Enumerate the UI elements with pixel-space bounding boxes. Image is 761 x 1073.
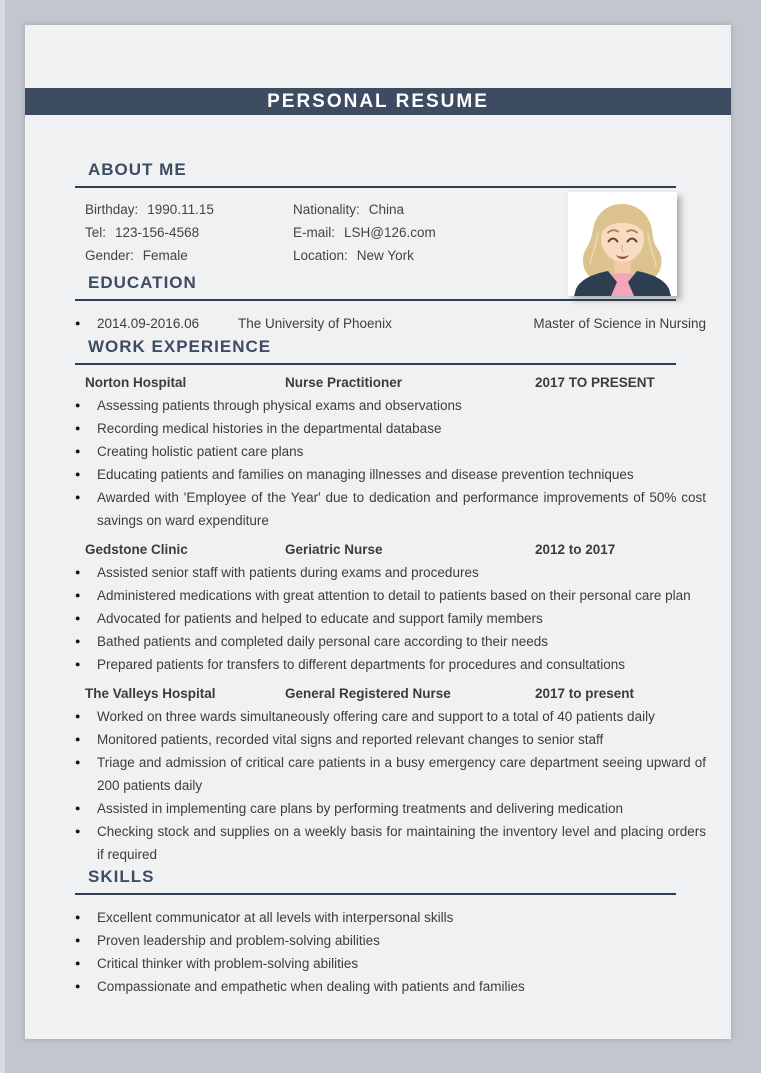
field-birthday (85, 198, 293, 221)
skill-item: ● Excellent communicator at all levels with interpersonal skills (75, 906, 706, 929)
job-bullet: ● Prepared patients for transfers to different departments for procedures and consultations (75, 653, 706, 676)
job-bullet: ● Triage and admission of critical care patients in a busy emergency care department seeing upward of 200 patients daily (75, 751, 706, 797)
field-label: Nationality: (293, 202, 360, 217)
field-value: Female (142, 248, 188, 263)
field-tel (85, 221, 293, 244)
work-heading: WORK EXPERIENCE (88, 337, 272, 356)
education-heading: EDUCATION (88, 273, 197, 292)
job-header (85, 371, 706, 394)
field-label: Gender: (85, 248, 134, 263)
job-bullet: ● Worked on three wards simultaneously offering care and support to a total of 40 patients daily (75, 705, 706, 728)
job-bullet-list (75, 705, 706, 866)
job-gedstone-clinic (75, 538, 706, 676)
job-bullet: ● Checking stock and supplies on a weekly basis for maintaining the inventory level and placing orders if required (75, 820, 706, 866)
field-gender (85, 244, 293, 267)
job-period: 2012 to 2017 (535, 542, 616, 557)
job-bullet: ● Assisted in implementing care plans by performing treatments and delivering medication (75, 797, 706, 820)
field-label: Location: (293, 248, 348, 263)
section-divider (75, 363, 676, 365)
section-work-experience (75, 336, 706, 866)
job-norton-hospital (75, 371, 706, 532)
section-skills (75, 866, 706, 998)
resume-title-bar (25, 88, 731, 115)
section-divider (75, 893, 676, 895)
section-divider (75, 299, 676, 301)
field-location (293, 244, 505, 267)
job-valleys-hospital (75, 682, 706, 866)
field-nationality (293, 198, 505, 221)
about-info-grid (85, 198, 505, 267)
resume-page (25, 25, 731, 1039)
job-bullet-list (75, 561, 706, 676)
skill-item: ● Compassionate and empathetic when dealing with patients and families (75, 975, 706, 998)
job-bullet: ● Advocated for patients and helped to educate and support family members (75, 607, 706, 630)
field-email (293, 221, 505, 244)
job-bullet: ● Educating patients and families on managing illnesses and disease prevention techniques (75, 463, 706, 486)
job-header (85, 682, 706, 705)
job-bullet: ● Assisted senior staff with patients during exams and procedures (75, 561, 706, 584)
job-bullet: ● Administered medications with great attention to detail to patients based on their personal care plan (75, 584, 706, 607)
section-divider (75, 186, 676, 188)
education-period: ● 2014.09-2016.06 (97, 316, 200, 331)
resume-content (25, 115, 731, 998)
section-about-me (75, 159, 706, 267)
field-value: 123-156-4568 (115, 225, 200, 240)
education-degree: Master of Science in Nursing (533, 316, 706, 331)
skill-item: ● Critical thinker with problem-solving abilities (75, 952, 706, 975)
job-bullet: ● Creating holistic patient care plans (75, 440, 706, 463)
job-company: Norton Hospital (85, 375, 187, 390)
education-school: The University of Phoenix (238, 316, 392, 331)
job-bullet: ● Assessing patients through physical exams and observations (75, 394, 706, 417)
job-bullet: ● Bathed patients and completed daily personal care according to their needs (75, 630, 706, 653)
job-bullet: ● Awarded with 'Employee of the Year' due to dedication and performance improvements of 50% cost savings on ward expenditure (75, 486, 706, 532)
job-bullet: ● Recording medical histories in the departmental database (75, 417, 706, 440)
job-role: Nurse Practitioner (285, 375, 403, 390)
field-label: Birthday: (85, 202, 139, 217)
section-education (75, 272, 706, 335)
job-period: 2017 to present (535, 686, 635, 701)
skills-list (75, 906, 706, 998)
job-company: The Valleys Hospital (85, 686, 216, 701)
field-value: LSH@126.com (344, 225, 436, 240)
education-entry (75, 312, 706, 335)
job-role: Geriatric Nurse (285, 542, 383, 557)
field-label: Tel: (85, 225, 107, 240)
job-bullet: ● Monitored patients, recorded vital signs and reported relevant changes to senior staff (75, 728, 706, 751)
field-value: New York (356, 248, 414, 263)
resume-title: PERSONAL RESUME (267, 90, 489, 112)
field-value: China (368, 202, 405, 217)
job-role: General Registered Nurse (285, 686, 451, 701)
field-value: 1990.11.15 (147, 202, 214, 217)
about-heading: ABOUT ME (88, 160, 187, 179)
job-header (85, 538, 706, 561)
job-period: 2017 TO PRESENT (535, 375, 655, 390)
skill-item: ● Proven leadership and problem-solving abilities (75, 929, 706, 952)
field-label: E-mail: (293, 225, 336, 240)
skills-heading: SKILLS (88, 867, 155, 886)
job-bullet-list (75, 394, 706, 532)
job-company: Gedstone Clinic (85, 542, 188, 557)
